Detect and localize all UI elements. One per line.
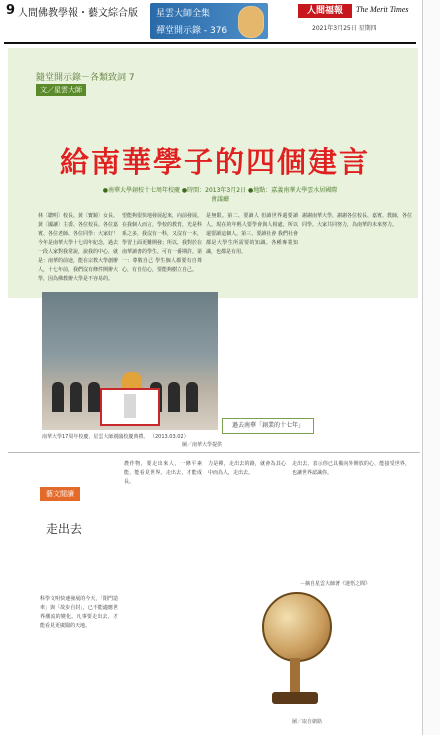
pull-quote: 過去南華「創業的十七年」 [222, 418, 314, 434]
ceremony-photo [42, 292, 218, 430]
globe-icon [262, 592, 332, 662]
article-col-3: 是無限。第二、要讀人 但讀世界還要讀人。現在的年輕人要學會與人相處，所以還要讀這個人。第三、要讀社會 我們社會都是大學生所需要的知識。各種專業知識，也都是有用。 [206, 213, 298, 255]
lower-title: 走出去 [46, 522, 83, 536]
globe-image [252, 592, 340, 714]
monk-portrait-icon [238, 6, 264, 38]
article-col-4: 謝謝南華大學，謝謝各位校長、嘉賓、教師，各位同學。大家共同努力，為南華的未來努力。 [302, 213, 412, 228]
event-info: ●南華大學創校十七周年校慶 ●時間：2013年3月2日 ●地點：嘉義南華大學雲水居國際會議廳 [102, 187, 338, 203]
photo-credit: 圖／南華大學提供 [182, 442, 223, 448]
right-margin-strip [422, 0, 440, 735]
masthead-rule [4, 42, 416, 44]
newspaper-logo-en: The Merit Times [356, 5, 409, 14]
column-tag: 藝文閒讀 [40, 487, 80, 501]
photo-caption: 南華大學17周年校慶，星雲大師親臨校慶典禮。 （2013.03.02） [42, 434, 189, 440]
author-tag: 文／星雲大師 [36, 84, 86, 96]
banner-line2: 禪堂開示錄 - 376 [156, 26, 228, 36]
lower-col-4: 走出去，表示你已具備向外開放的心，能接受世界，也讓世界認識你。 [292, 461, 410, 476]
plaque [100, 388, 160, 426]
globe-caption: 圖／取自網路 [292, 719, 323, 725]
signature: －摘自星雲大師著《迷悟之間》 [300, 581, 371, 587]
lower-col-1: 科學文明快速發展的今天，「閉門造車」與「故步自封」，已不能適應世界潮流的變化。凡事要走出去，才能看見更廣闊的天地。 [40, 596, 118, 629]
series-title: 隨堂開示錄－各類致詞 7 [36, 73, 135, 83]
banner-line1: 星雲大師全集 [156, 9, 211, 19]
lower-col-2: 農作物，要走出來人，一條平素能，能看見世界。走出去，才能成長。 [124, 461, 202, 485]
article-col-1: 林〔聰明〕校長、黃〔寶鏡〕女長、黃〔國讓〕主委、各位校長、各位嘉賓、各位老師、各位同學：大家好！今年是南華大學十七周年紀念，過去一段人家對我常說，說我的中心，就是：南華的前途，能在宗教大學創辦人，十七年前，我們沒有條件開辦大學，因為佛教辦大學是不容易的。 [38, 213, 118, 282]
article-title: 給南華學子的四個建言 [60, 145, 371, 179]
newspaper-logo: 人間福報 [298, 4, 352, 18]
section-title: 人間佛教學報・藝文綜合版 [18, 8, 138, 19]
ad-banner[interactable] [150, 3, 268, 39]
page-number: 9 [6, 3, 16, 18]
lower-col-3: 力是禪，走出去的路，就會為其心中而為人，走出去。 [208, 461, 286, 476]
issue-date: 2021年3月25日 星期四 [312, 25, 377, 32]
article-col-2: 望能夠很快地發展起來，向前發展。在我個人而言，學校的教育，光是科系之多，我沒有一科，又沒有一本，學習上面更難開發；所以，我對於在南華讀書的學生，可有一番期許。第一：尊敬自己 學生個人都要有自尊心，有自信心，要能夠樹立自己。 [122, 213, 202, 273]
section-divider [8, 452, 420, 453]
